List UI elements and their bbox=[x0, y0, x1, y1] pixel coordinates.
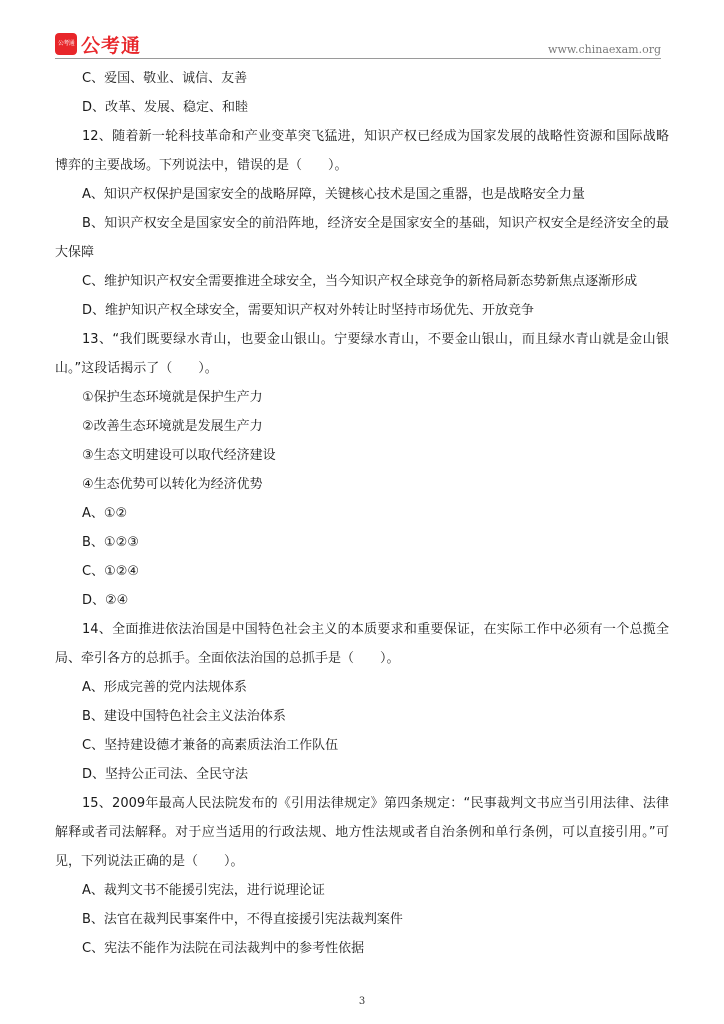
q13-statement-2: ②改善生态环境就是发展生产力 bbox=[82, 419, 263, 434]
page-header bbox=[0, 0, 724, 62]
q13-option-d: D、②④ bbox=[82, 593, 129, 608]
q12-option-c: C、维护知识产权安全需要推进全球安全，当今知识产权全球竞争的新格局新态势新焦点逐渐形成 bbox=[82, 274, 638, 289]
q13-statement-1: ①保护生态环境就是保护生产力 bbox=[82, 390, 263, 405]
q13-statement-4: ④生态优势可以转化为经济优势 bbox=[82, 477, 263, 492]
q14-option-c: C、坚持建设德才兼备的高素质法治工作队伍 bbox=[82, 738, 339, 753]
logo-text: 公考通 bbox=[81, 34, 142, 57]
q13-option-c: C、①②④ bbox=[82, 564, 140, 579]
q14-option-d: D、坚持公正司法、全民守法 bbox=[82, 767, 249, 782]
q11-option-c: C、爱国、敬业、诚信、友善 bbox=[82, 71, 248, 86]
q11-option-d: D、改革、发展、稳定、和睦 bbox=[82, 100, 249, 115]
q12-option-d: D、维护知识产权全球安全，需要知识产权对外转让时坚持市场优先、开放竞争 bbox=[82, 303, 535, 318]
q15-stem: 15、2009年最高人民法院发布的《引用法律规定》第四条规定：“民事裁判文书应当引用法律、法律解释或者司法解释。对于应当适用的行政法规、地方性法规或者自治条例和单行条例，可以直接引用。”可见，下列说法正确的是（ ）。 bbox=[55, 796, 669, 869]
q14-stem: 14、全面推进依法治国是中国特色社会主义的本质要求和重要保证，在实际工作中必须有一个总揽全局、牵引各方的总抓手。全面依法治国的总抓手是（ ）。 bbox=[55, 622, 669, 666]
q12-option-b: B、知识产权安全是国家安全的前沿阵地，经济安全是国家安全的基础，知识产权安全是经济安全的最大保障 bbox=[55, 216, 669, 260]
q13-statement-3: ③生态文明建设可以取代经济建设 bbox=[82, 448, 276, 463]
q14-option-b: B、建设中国特色社会主义法治体系 bbox=[82, 709, 286, 724]
q14-option-a: A、形成完善的党内法规体系 bbox=[82, 680, 247, 695]
q12-option-a: A、知识产权保护是国家安全的战略屏障，关键核心技术是国之重器，也是战略安全力量 bbox=[82, 187, 585, 202]
logo[interactable] bbox=[55, 33, 141, 55]
document-body bbox=[55, 64, 669, 963]
q12-stem: 12、随着新一轮科技革命和产业变革突飞猛进，知识产权已经成为国家发展的战略性资源和国际战略博弈的主要战场。下列说法中，错误的是（ ）。 bbox=[55, 129, 669, 173]
q15-option-c: C、宪法不能作为法院在司法裁判中的参考性依据 bbox=[82, 941, 365, 956]
q13-option-b: B、①②③ bbox=[82, 535, 139, 550]
header-divider bbox=[55, 58, 661, 59]
q15-option-a: A、裁判文书不能援引宪法，进行说理论证 bbox=[82, 883, 325, 898]
q15-option-b: B、法官在裁判民事案件中，不得直接援引宪法裁判案件 bbox=[82, 912, 403, 927]
page-number: 3 bbox=[358, 996, 366, 1007]
q13-option-a: A、①② bbox=[82, 506, 128, 521]
site-url[interactable]: www.chinaexam.org bbox=[548, 43, 661, 56]
q13-stem: 13、“我们既要绿水青山，也要金山银山。宁要绿水青山，不要金山银山，而且绿水青山就是金山银山。”这段话揭示了（ ）。 bbox=[55, 332, 669, 376]
logo-icon: 公考通 bbox=[55, 33, 77, 55]
